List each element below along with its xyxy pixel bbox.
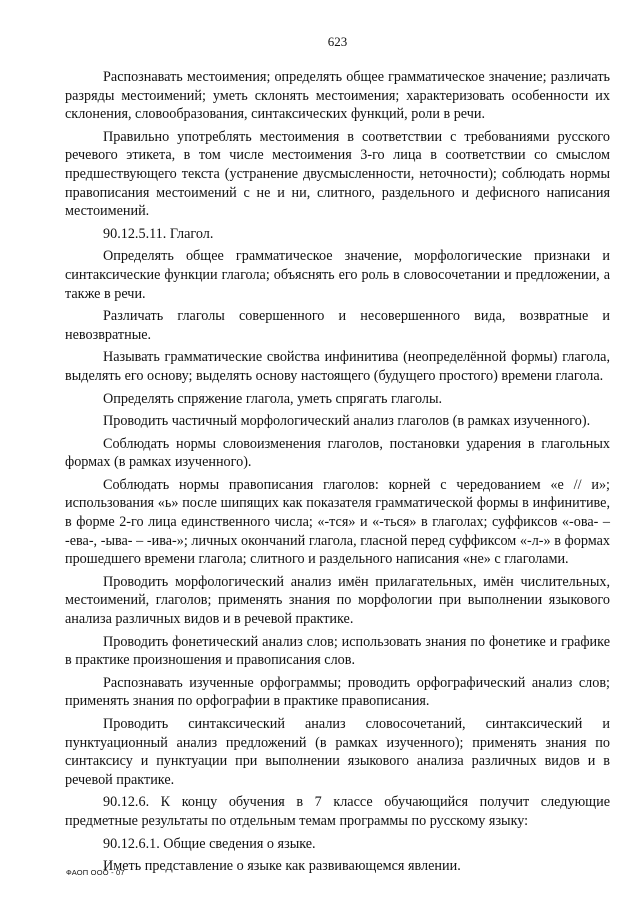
paragraph: Правильно употреблять местоимения в соответствии с требованиями русского речевого этикета, в том числе местоимения 3-го лица в соответствии со смыслом предшествующего текста (устранение двусмысленности, неточности); соблюдать нормы правописания местоимений с не и ни, слитного, раздельного и дефисного написания местоимений.: [65, 128, 610, 220]
paragraph: Проводить синтаксический анализ словосочетаний, синтаксический и пунктуационный анализ предложений (в рамках изученного); применять знания по синтаксису и пунктуации при выполнении языкового анализа различных видов и в речевой практике.: [65, 716, 610, 788]
paragraph: 90.12.6. К концу обучения в 7 классе обучающийся получит следующие предметные результаты по отдельным темам программы по русскому языку:: [65, 794, 610, 829]
footer-code: ФАОП ООО - 07: [66, 868, 125, 877]
section-heading: 90.12.5.11. Глагол.: [103, 225, 214, 242]
paragraph: Соблюдать нормы словоизменения глаголов, постановки ударения в глагольных формах (в рамках изученного).: [65, 435, 610, 471]
paragraph: Называть грамматические свойства инфинитива (неопределённой формы) глагола, выделять его основу; выделять основу настоящего (будущего простого) времени глагола.: [65, 349, 610, 384]
paragraph: Определять общее грамматическое значение, морфологические признаки и синтаксические функции глагола; объяснять его роль в словосочетании и предложении, а также в речи.: [65, 248, 610, 302]
document-body: [65, 68, 610, 876]
paragraph: Определять спряжение глагола, уметь спрягать глаголы.: [103, 390, 443, 407]
paragraph: Проводить фонетический анализ слов; использовать знания по фонетике и графике в практике произношения и правописания слов.: [65, 633, 610, 669]
paragraph: Проводить частичный морфологический анализ глаголов (в рамках изученного).: [103, 413, 591, 430]
paragraph: Распознавать изученные орфограммы; проводить орфографический анализ слов; применять знания по орфографии в практике правописания.: [65, 674, 610, 710]
page-number: 623: [327, 34, 348, 49]
paragraph: Распознавать местоимения; определять общее грамматическое значение; различать разряды местоимений; уметь склонять местоимения; характеризовать особенности их склонения, словообразования, синтаксических функций, роли в речи.: [65, 69, 610, 123]
paragraph: Соблюдать нормы правописания глаголов: корней с чередованием «е // и»; использования «ь» после шипящих как показателя грамматической формы в инфинитиве, в форме 2-го лица единственного числа; «-тся» и «-ться» в глаголах; суффиксов «-ова- – -ева-, -ыва- – -ива-»; личных окончаний глагола, гласной перед суффиксом «-л-» в формах прошедшего времени глагола; слитного и раздельного написания «не» с глаголами.: [65, 476, 610, 568]
section-heading: 90.12.6.1. Общие сведения о языке.: [103, 835, 316, 852]
paragraph: Различать глаголы совершенного и несовершенного вида, возвратные и невозвратные.: [65, 308, 610, 343]
paragraph: Иметь представление о языке как развивающемся явлении.: [103, 858, 461, 875]
paragraph: Проводить морфологический анализ имён прилагательных, имён числительных, местоимений, глаголов; применять знания по морфологии при выполнении языкового анализа различных видов и в речевой практике.: [65, 573, 610, 628]
